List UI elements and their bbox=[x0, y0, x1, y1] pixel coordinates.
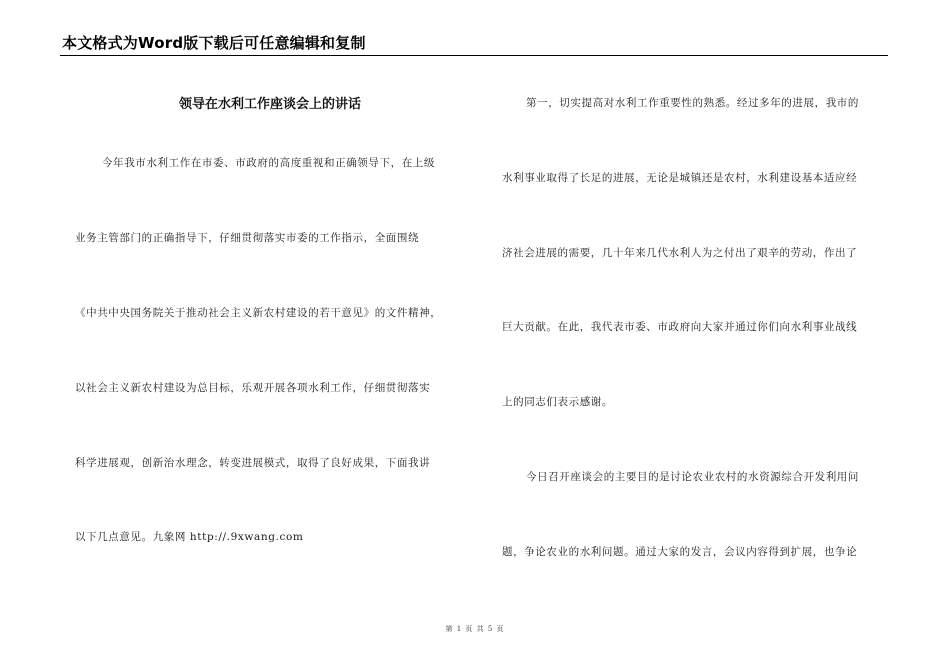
right-paragraph-line: 济社会进展的需要，几十年来几代水利人为之付出了艰辛的劳动，作出了 bbox=[502, 247, 858, 259]
right-paragraph-line: 水利事业取得了长足的进展，无论是城镇还是农村，水利建设基本适应经 bbox=[502, 172, 858, 184]
left-paragraph-line: 今年我市水利工作在市委、市政府的高度重视和正确领导下，在上级 bbox=[102, 157, 435, 169]
right-paragraph-line: 题，争论农业的水利问题。通过大家的发言，会议内容得到扩展，也争论 bbox=[502, 546, 858, 558]
right-paragraph-line: 第一，切实提高对水利工作重要性的熟悉。经过多年的进展，我市的 bbox=[526, 97, 859, 109]
left-paragraph-line: 业务主管部门的正确指导下，仔细贯彻落实市委的工作指示，全面围绕 bbox=[75, 232, 420, 244]
left-paragraph-line: 科学进展观，创新治水理念，转变进展模式，取得了良好成果，下面我讲 bbox=[75, 457, 431, 469]
left-paragraph-line: 以社会主义新农村建设为总目标，乐观开展各项水利工作，仔细贯彻落实 bbox=[75, 382, 431, 394]
left-paragraph-line: 以下几点意见。九象网 http://.9xwang.com bbox=[75, 531, 304, 543]
left-paragraph-line: 《中共中央国务院关于推动社会主义新农村建设的若干意见》的文件精神， bbox=[75, 307, 442, 319]
document-title: 领导在水利工作座谈会上的讲话 bbox=[178, 97, 361, 112]
page-number-footer: 第 1 页 共 5 页 bbox=[445, 625, 505, 633]
right-paragraph-line: 今日召开座谈会的主要目的是讨论农业农村的水资源综合开发利用问 bbox=[526, 471, 859, 483]
download-banner: 本文格式为Word版下载后可任意编辑和复制 bbox=[62, 34, 366, 52]
right-paragraph-line: 上的同志们表示感谢。 bbox=[502, 396, 613, 408]
right-paragraph-line: 巨大贡献。在此，我代表市委、市政府向大家并通过你们向水利事业战线 bbox=[502, 321, 858, 333]
banner-divider bbox=[60, 55, 888, 56]
